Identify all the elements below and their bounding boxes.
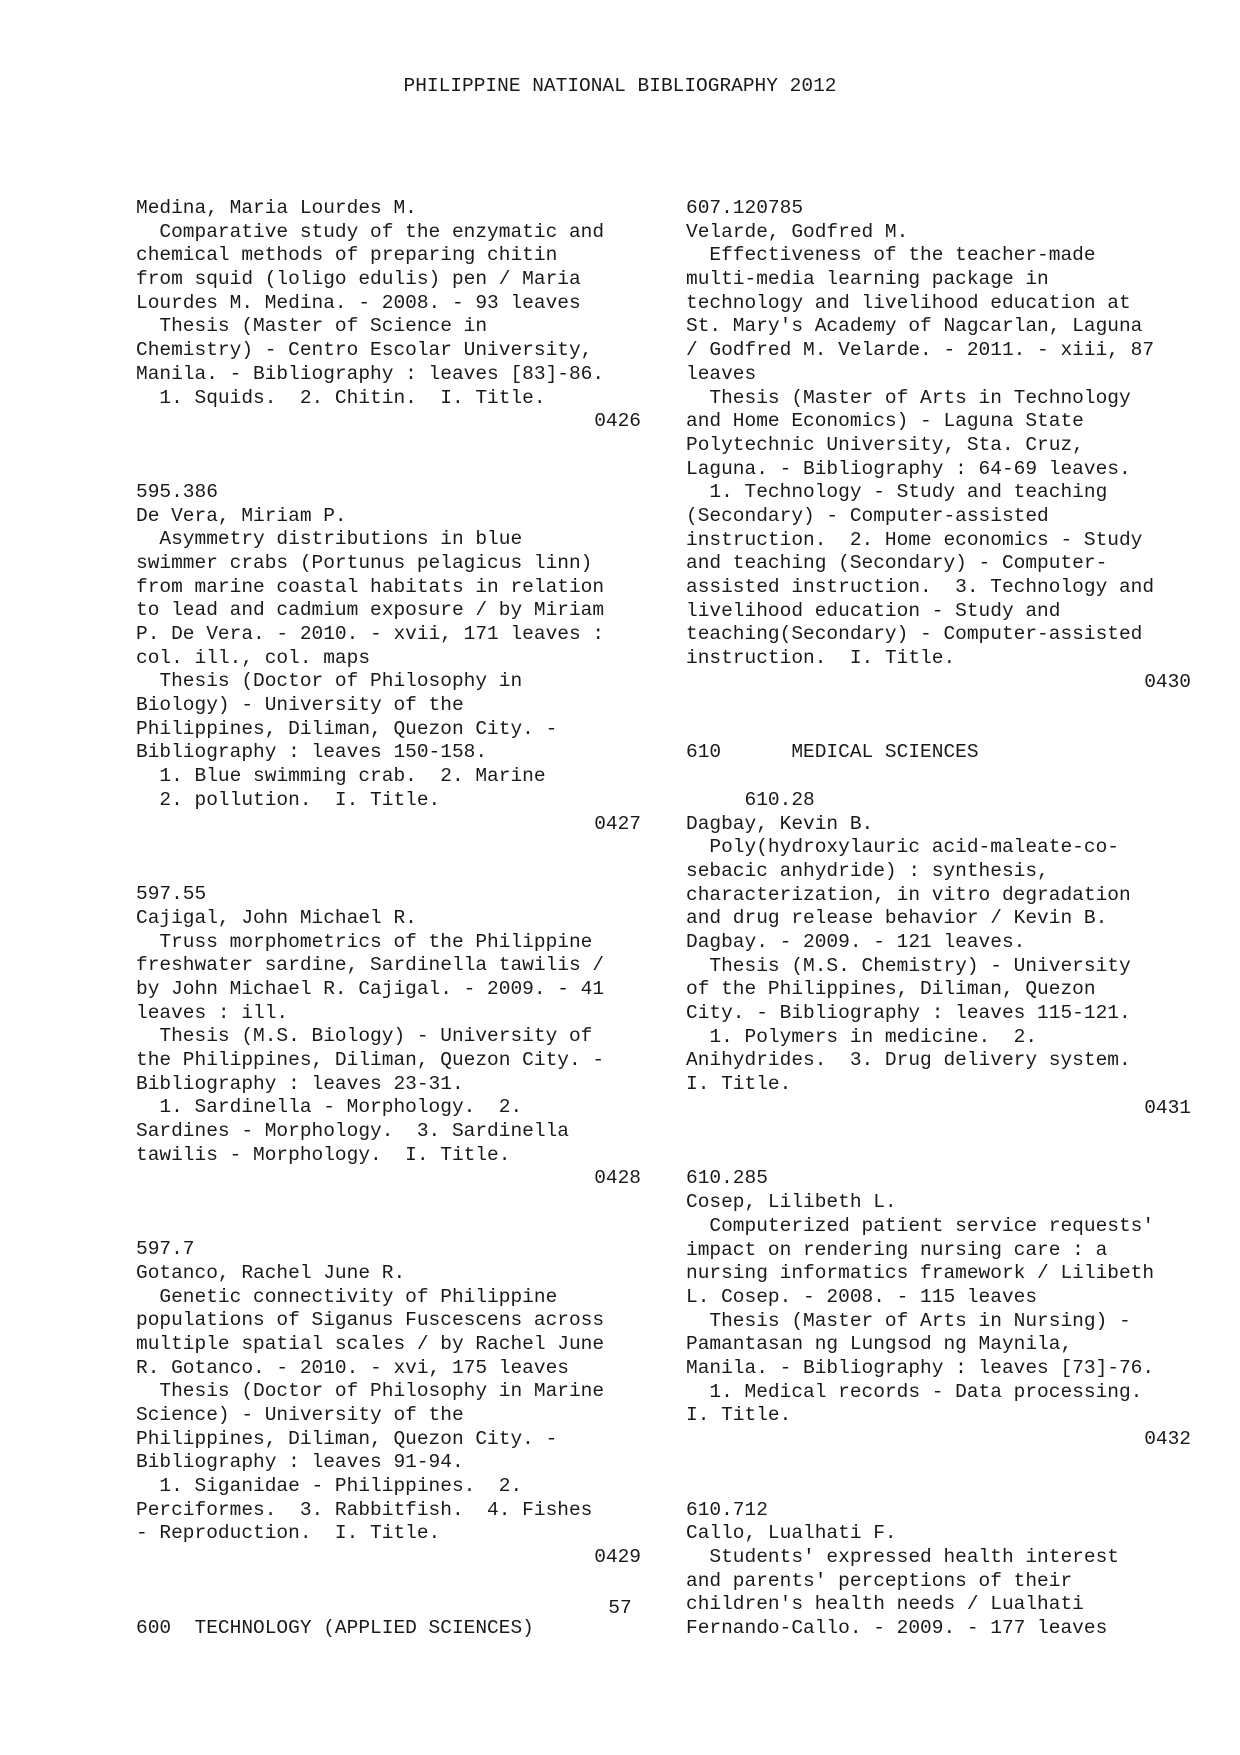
entry-line: to lead and cadmium exposure / by Miriam	[136, 599, 605, 622]
entry-line: technology and livelihood education at	[686, 291, 1131, 314]
entry-number: 0427	[594, 812, 641, 835]
entry-line: Cajigal, John Michael R.	[136, 906, 417, 929]
entry-line: and drug release behavior / Kevin B.	[686, 907, 1108, 930]
call-number: 610.28	[686, 788, 815, 811]
entry-line: City. - Bibliography : leaves 115-121.	[686, 1002, 1131, 1024]
entry-line: - Reproduction. I. Title.	[136, 1522, 441, 1545]
entry-line: Perciformes. 3. Rabbitfish. 4. Fishes	[136, 1498, 593, 1521]
entry-line: 1. Siganidae - Philippines. 2.	[136, 1475, 523, 1497]
bibliography-entry	[136, 481, 641, 836]
entry-line: of the Philippines, Diliman, Quezon	[686, 978, 1096, 1001]
entry-line: St. Mary's Academy of Nagcarlan, Laguna	[686, 315, 1143, 338]
entry-line: impact on rendering nursing care : a	[686, 1238, 1108, 1261]
entry-line: Thesis (Master of Arts in Nursing) -	[686, 1309, 1131, 1332]
section-heading: 610 MEDICAL SCIENCES	[686, 741, 979, 764]
entry-number: 0432	[1144, 1428, 1191, 1450]
entry-line: multi-media learning package in	[686, 268, 1049, 291]
entry-line: Lourdes M. Medina. - 2008. - 93 leaves	[136, 291, 581, 314]
entry-number: 0426	[594, 410, 641, 433]
entry-line: Manila. - Bibliography : leaves [73]-76.	[686, 1356, 1155, 1379]
entry-line: Bibliography : leaves 91-94.	[136, 1451, 464, 1474]
entry-line: I. Title.	[686, 1073, 792, 1096]
entry-line: Students' expressed health interest	[686, 1546, 1119, 1569]
entry-line: Anihydrides. 3. Drug delivery system.	[686, 1049, 1131, 1072]
entry-line: Bibliography : leaves 150-158.	[136, 741, 488, 764]
entry-line: tawilis - Morphology. I. Title.	[136, 1143, 511, 1166]
right-column	[686, 197, 1191, 1688]
call-number: 597.7	[136, 1238, 195, 1261]
entry-line: Polytechnic University, Sta. Cruz,	[686, 433, 1084, 456]
entry-line: Bibliography : leaves 23-31.	[136, 1072, 464, 1095]
entry-line: Poly(hydroxylauric acid-maleate-co-	[686, 836, 1119, 859]
entry-line: Pamantasan ng Lungsod ng Maynila,	[686, 1333, 1073, 1356]
entry-line: (Secondary) - Computer-assisted	[686, 504, 1049, 527]
entry-line: Laguna. - Bibliography : 64-69 leaves.	[686, 457, 1131, 480]
entry-line: Thesis (Doctor of Philosophy in	[136, 670, 523, 693]
entry-line: instruction. 2. Home economics - Study	[686, 528, 1143, 551]
bibliography-entry	[136, 883, 641, 1191]
bibliography-entry	[136, 197, 641, 434]
entry-number: 0429	[594, 1546, 641, 1569]
entry-line: Computerized patient service requests'	[686, 1214, 1155, 1237]
entry-number: 0431	[1144, 1096, 1191, 1119]
entry-line: instruction. I. Title.	[686, 647, 956, 670]
entry-line: Manila. - Bibliography : leaves [83]-86.	[136, 362, 605, 385]
entry-line: Genetic connectivity of Philippine	[136, 1285, 558, 1308]
entry-line: Chemistry) - Centro Escolar University,	[136, 339, 593, 362]
entry-line: Thesis (M.S. Chemistry) - University	[686, 954, 1131, 977]
call-number: 610.712	[686, 1498, 768, 1521]
entry-line: teaching(Secondary) - Computer-assisted	[686, 623, 1143, 646]
entry-line: and teaching (Secondary) - Computer-	[686, 552, 1108, 575]
entry-line: leaves	[686, 362, 757, 385]
entry-line: characterization, in vitro degradation	[686, 883, 1131, 906]
entry-line: col. ill., col. maps	[136, 646, 371, 669]
entry-line: 1. Blue swimming crab. 2. Marine	[136, 765, 546, 788]
entry-line: De Vera, Miriam P.	[136, 504, 347, 527]
entry-line: Philippines, Diliman, Quezon City. -	[136, 717, 558, 740]
entry-line: Cosep, Lilibeth L.	[686, 1191, 897, 1214]
entry-line: by John Michael R. Cajigal. - 2009. - 41	[136, 977, 605, 1000]
entry-line: 1. Squids. 2. Chitin. I. Title.	[136, 386, 546, 409]
page-number: 57	[608, 1597, 632, 1619]
entry-line: leaves : ill.	[136, 1001, 289, 1024]
page-header: PHILIPPINE NATIONAL BIBLIOGRAPHY 2012	[403, 75, 837, 97]
entry-line: 1. Sardinella - Morphology. 2.	[136, 1096, 523, 1119]
entry-line: Sardines - Morphology. 3. Sardinella	[136, 1120, 569, 1143]
entry-line: Thesis (Doctor of Philosophy in Marine	[136, 1380, 605, 1403]
entry-line: Medina, Maria Lourdes M.	[136, 197, 417, 219]
entry-line: sebacic anhydride) : synthesis,	[686, 859, 1049, 882]
call-number: 595.386	[136, 480, 218, 503]
entry-line: Effectiveness of the teacher-made	[686, 244, 1096, 267]
entry-line: Science) - University of the	[136, 1403, 464, 1426]
entry-line: Fernando-Callo. - 2009. - 177 leaves	[686, 1617, 1108, 1640]
entry-line: Thesis (Master of Science in	[136, 315, 488, 338]
entry-line: populations of Siganus Fuscescens across	[136, 1309, 605, 1332]
entry-line: 1. Medical records - Data processing.	[686, 1380, 1143, 1403]
entry-line: Velarde, Godfred M.	[686, 220, 909, 243]
entry-number: 0428	[594, 1167, 641, 1190]
entry-line: Biology) - University of the	[136, 694, 464, 717]
entry-line: from marine coastal habitats in relation	[136, 575, 605, 598]
entry-line: Gotanco, Rachel June R.	[136, 1261, 406, 1284]
entry-line: Dagbay, Kevin B.	[686, 812, 874, 835]
entry-line: 2. pollution. I. Title.	[136, 788, 441, 811]
entry-line: the Philippines, Diliman, Quezon City. -	[136, 1049, 605, 1071]
bibliography-entry	[686, 197, 1191, 694]
entry-line: Truss morphometrics of the Philippine	[136, 930, 593, 953]
entry-line: Thesis (M.S. Biology) - University of	[136, 1025, 593, 1048]
entry-line: children's health needs / Lualhati	[686, 1593, 1084, 1616]
entry-line: P. De Vera. - 2010. - xvii, 171 leaves :	[136, 623, 605, 645]
entry-line: assisted instruction. 3. Technology and	[686, 576, 1155, 598]
entry-line: 1. Polymers in medicine. 2.	[686, 1025, 1038, 1048]
entry-line: Philippines, Diliman, Quezon City. -	[136, 1427, 558, 1450]
entry-line: and parents' perceptions of their	[686, 1569, 1073, 1592]
left-column	[136, 197, 641, 1664]
entry-line: I. Title.	[686, 1404, 792, 1427]
section-heading: 600 TECHNOLOGY (APPLIED SCIENCES)	[136, 1616, 534, 1639]
bibliography-entry	[686, 789, 1191, 1121]
entry-line: from squid (loligo edulis) pen / Maria	[136, 268, 581, 291]
bibliography-entry	[136, 1238, 641, 1570]
entry-line: Comparative study of the enzymatic and	[136, 220, 605, 243]
entry-line: livelihood education - Study and	[686, 599, 1061, 622]
entry-line: and Home Economics) - Laguna State	[686, 410, 1084, 433]
entry-line: nursing informatics framework / Lilibeth	[686, 1262, 1155, 1285]
entry-line: chemical methods of preparing chitin	[136, 244, 558, 267]
call-number: 597.55	[136, 883, 207, 906]
entry-line: Callo, Lualhati F.	[686, 1522, 897, 1545]
entry-line: Dagbay. - 2009. - 121 leaves.	[686, 930, 1026, 953]
entry-number: 0430	[1144, 670, 1191, 693]
call-number: 610.285	[686, 1167, 768, 1190]
entry-line: freshwater sardine, Sardinella tawilis /	[136, 954, 605, 977]
entry-line: R. Gotanco. - 2010. - xvi, 175 leaves	[136, 1356, 569, 1379]
entry-line: Thesis (Master of Arts in Technology	[686, 386, 1131, 409]
entry-line: Asymmetry distributions in blue	[136, 528, 523, 551]
entry-line: / Godfred M. Velarde. - 2011. - xiii, 87	[686, 339, 1155, 362]
entry-line: swimmer crabs (Portunus pelagicus linn)	[136, 551, 593, 574]
entry-line: multiple spatial scales / by Rachel June	[136, 1332, 605, 1355]
call-number: 607.120785	[686, 197, 804, 219]
entry-line: 1. Technology - Study and teaching	[686, 481, 1108, 504]
entry-line: L. Cosep. - 2008. - 115 leaves	[686, 1285, 1038, 1308]
bibliography-entry	[686, 1167, 1191, 1451]
